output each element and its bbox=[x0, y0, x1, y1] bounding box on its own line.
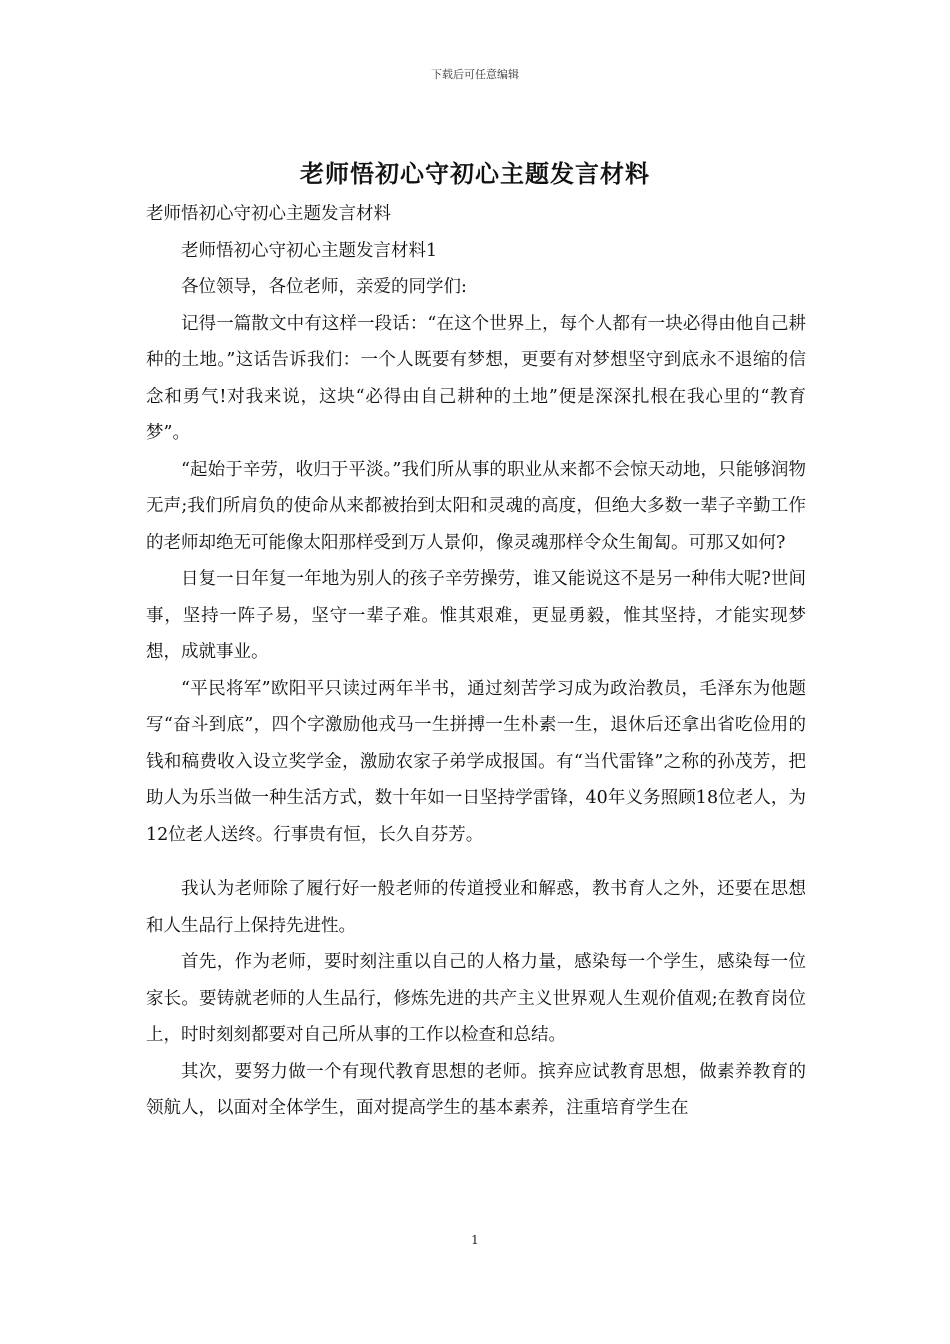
paragraph: 记得一篇散文中有这样一段话：“在这个世界上，每个人都有一块必得由他自己耕种的土地。”这话告诉我们：一个人既要有梦想，更要有对梦想坚守到底永不退缩的信念和勇气!对我来说，这块“必得由自己耕种的土地”便是深深扎根在我心里的“教育梦”。 bbox=[146, 313, 806, 443]
paragraph-section-heading: 老师悟初心守初心主题发言材料1 bbox=[181, 240, 438, 261]
paragraph: 我认为老师除了履行好一般老师的传道授业和解惑，教书育人之外，还要在思想和人生品行上保持先进性。 bbox=[146, 879, 806, 936]
header-note: 下载后可任意编辑 bbox=[431, 68, 519, 81]
paragraph: 日复一日年复一年地为别人的孩子辛劳操劳，谁又能说这不是另一种伟大呢?世间事，坚持一阵子易，坚守一辈子难。惟其艰难，更显勇毅，惟其坚持，才能实现梦想，成就事业。 bbox=[146, 569, 806, 662]
page-number: 1 bbox=[471, 1233, 479, 1247]
paragraph: “平民将军”欧阳平只读过两年半书，通过刻苦学习成为政治教员，毛泽东为他题写“奋斗到底”，四个字激励他戎马一生拼搏一生朴素一生，退休后还拿出省吃俭用的钱和稿费收入设立奖学金，激励农家子弟学成报国。有“当代雷锋”之称的孙茂芳，把助人为乐当做一种生活方式，数十年如一日坚持学雷锋，40年义务照顾18位老人，为12位老人送终。行事贵有恒，长久自芬芳。 bbox=[146, 678, 806, 845]
paragraph: “起始于辛劳，收归于平淡。”我们所从事的职业从来都不会惊天动地，只能够润物无声;我们所肩负的使命从来都被抬到太阳和灵魂的高度，但绝大多数一辈子辛勤工作的老师却绝无可能像太阳那样受到万人景仰，像灵魂那样令众生匍匐。可那又如何? bbox=[146, 459, 806, 553]
document-body bbox=[146, 196, 806, 1127]
paragraph: 首先，作为老师，要时刻注重以自己的人格力量，感染每一个学生，感染每一位家长。要铸就老师的人生品行，修炼先进的共产主义世界观人生观价值观;在教育岗位上，时时刻刻都要对自己所从事的工作以检查和总结。 bbox=[146, 952, 806, 1045]
paragraph: 其次，要努力做一个有现代教育思想的老师。摈弃应试教育思想，做素养教育的领航人，以面对全体学生，面对提高学生的基本素养，注重培育学生在 bbox=[146, 1061, 806, 1118]
paragraph-salutation: 各位领导，各位老师，亲爱的同学们: bbox=[181, 277, 467, 297]
paragraph-subtitle: 老师悟初心守初心主题发言材料 bbox=[146, 204, 391, 224]
document-title: 老师悟初心守初心主题发言材料 bbox=[300, 159, 650, 188]
